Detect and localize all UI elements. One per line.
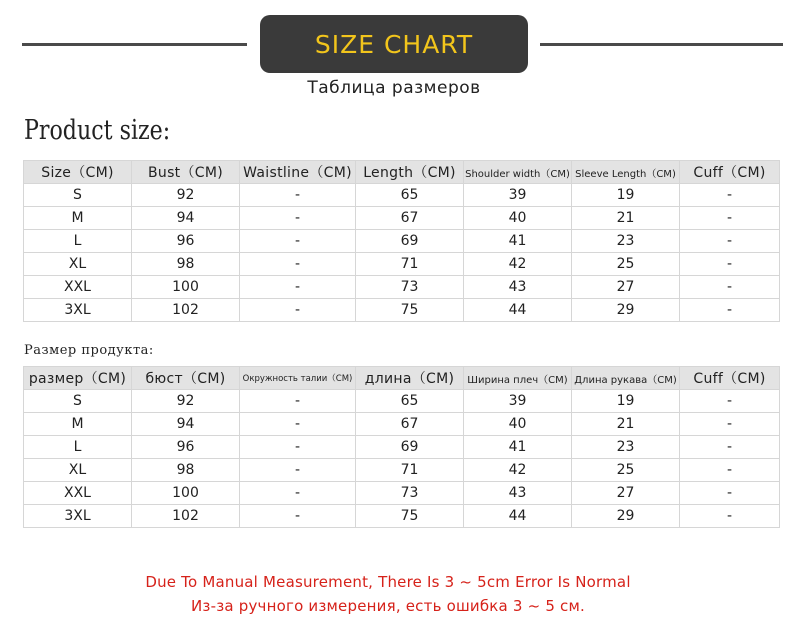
table-cell: 102 [132, 299, 240, 322]
table-cell: - [680, 390, 780, 413]
column-header: Ширина плеч（CM) [464, 367, 572, 390]
table-cell: 29 [572, 505, 680, 528]
column-header: размер（CM) [24, 367, 132, 390]
table-cell: 94 [132, 207, 240, 230]
table-cell: 96 [132, 230, 240, 253]
table-cell: 92 [132, 184, 240, 207]
table-cell: 29 [572, 299, 680, 322]
column-header: Sleeve Length（CM) [572, 161, 680, 184]
table-cell: 98 [132, 459, 240, 482]
table-cell: - [680, 207, 780, 230]
table-cell: 71 [356, 459, 464, 482]
table-cell: - [240, 390, 356, 413]
table-cell: 43 [464, 276, 572, 299]
table-cell: - [680, 459, 780, 482]
table-row [24, 390, 780, 413]
column-header: Cuff（CM) [680, 367, 780, 390]
table-cell: 23 [572, 230, 680, 253]
table-cell: - [240, 459, 356, 482]
table-row [24, 276, 780, 299]
table-cell: M [24, 413, 132, 436]
table-cell: 42 [464, 459, 572, 482]
measurement-note-ru: Из-за ручного измерения, есть ошибка 3 ~ 5 см. [191, 597, 585, 615]
table-cell: 3XL [24, 505, 132, 528]
table-cell: - [240, 276, 356, 299]
column-header: Waistline（CM) [240, 161, 356, 184]
table-cell: 102 [132, 505, 240, 528]
header-rule-left [22, 43, 247, 46]
table-cell: 92 [132, 390, 240, 413]
table-cell: - [240, 505, 356, 528]
table-cell: 19 [572, 184, 680, 207]
table-row [24, 253, 780, 276]
column-header: Cuff（CM) [680, 161, 780, 184]
table-cell: XL [24, 459, 132, 482]
table-cell: L [24, 230, 132, 253]
table-cell: 39 [464, 184, 572, 207]
table-cell: 40 [464, 207, 572, 230]
table-cell: S [24, 390, 132, 413]
column-header: Bust（CM) [132, 161, 240, 184]
table-cell: - [240, 482, 356, 505]
header-rule-right [540, 43, 783, 46]
column-header: длина（CM) [356, 367, 464, 390]
table-cell: 27 [572, 276, 680, 299]
table-cell: - [680, 436, 780, 459]
banner-title: SIZE CHART [314, 29, 474, 59]
table-cell: 41 [464, 230, 572, 253]
table-cell: 69 [356, 230, 464, 253]
measurement-note-en: Due To Manual Measurement, There Is 3 ~ 5cm Error Is Normal [145, 573, 631, 591]
table-cell: 43 [464, 482, 572, 505]
table-row [24, 230, 780, 253]
table-cell: S [24, 184, 132, 207]
table-cell: 44 [464, 505, 572, 528]
table-cell: 19 [572, 390, 680, 413]
table-cell: - [680, 299, 780, 322]
column-header: Size（CM) [24, 161, 132, 184]
column-header: бюст（CM) [132, 367, 240, 390]
table-cell: 69 [356, 436, 464, 459]
table-cell: 100 [132, 276, 240, 299]
table-cell: - [680, 184, 780, 207]
table-cell: - [680, 482, 780, 505]
table-cell: - [680, 505, 780, 528]
table-cell: 42 [464, 253, 572, 276]
table-cell: - [680, 253, 780, 276]
table-cell: - [240, 207, 356, 230]
table-cell: - [240, 253, 356, 276]
table-cell: 25 [572, 253, 680, 276]
table-cell: 40 [464, 413, 572, 436]
section-title-en: Product size: [24, 115, 171, 146]
table-cell: 25 [572, 459, 680, 482]
table-cell: XL [24, 253, 132, 276]
column-header: Длина рукава（CM) [572, 367, 680, 390]
size-table-en [23, 160, 780, 322]
size-chart-banner [260, 15, 528, 73]
table-row [24, 482, 780, 505]
table-cell: 71 [356, 253, 464, 276]
table-row [24, 299, 780, 322]
size-table-ru [23, 366, 780, 528]
table-cell: - [240, 230, 356, 253]
table-cell: 96 [132, 436, 240, 459]
table-cell: M [24, 207, 132, 230]
table-header-row [24, 161, 780, 184]
banner-subtitle: Таблица размеров [307, 78, 481, 98]
column-header: Shoulder width（CM) [464, 161, 572, 184]
table-cell: 94 [132, 413, 240, 436]
table-cell: 23 [572, 436, 680, 459]
column-header: Length（CM) [356, 161, 464, 184]
table-row [24, 207, 780, 230]
table-cell: XXL [24, 276, 132, 299]
table-cell: - [240, 299, 356, 322]
table-cell: 3XL [24, 299, 132, 322]
table-cell: 67 [356, 413, 464, 436]
table-cell: - [680, 276, 780, 299]
table-row [24, 505, 780, 528]
table-cell: - [240, 436, 356, 459]
table-cell: 39 [464, 390, 572, 413]
table-cell: 41 [464, 436, 572, 459]
table-row [24, 184, 780, 207]
section-title-ru: Размер продукта: [24, 343, 154, 358]
table-cell: 65 [356, 184, 464, 207]
table-cell: 21 [572, 413, 680, 436]
table-cell: 44 [464, 299, 572, 322]
table-cell: 75 [356, 505, 464, 528]
table-cell: - [240, 413, 356, 436]
table-cell: 100 [132, 482, 240, 505]
table-row [24, 436, 780, 459]
table-cell: 73 [356, 482, 464, 505]
table-cell: L [24, 436, 132, 459]
table-row [24, 459, 780, 482]
table-cell: 67 [356, 207, 464, 230]
table-row [24, 413, 780, 436]
table-cell: 75 [356, 299, 464, 322]
table-cell: 27 [572, 482, 680, 505]
table-cell: 73 [356, 276, 464, 299]
table-cell: 21 [572, 207, 680, 230]
table-cell: 65 [356, 390, 464, 413]
column-header: Окружность талии（CM) [240, 367, 356, 390]
table-cell: XXL [24, 482, 132, 505]
table-cell: 98 [132, 253, 240, 276]
table-cell: - [680, 230, 780, 253]
table-header-row [24, 367, 780, 390]
table-cell: - [240, 184, 356, 207]
table-cell: - [680, 413, 780, 436]
